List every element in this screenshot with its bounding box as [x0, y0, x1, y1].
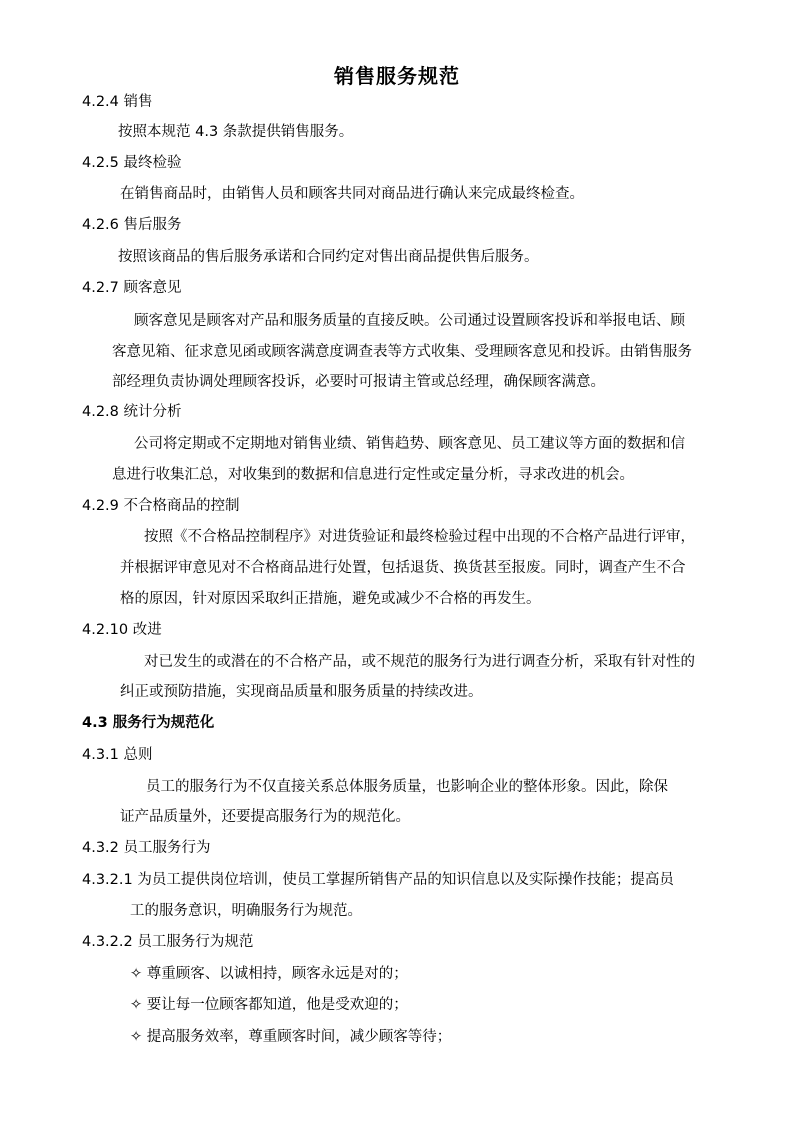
section-heading-bold: 4.3 服务行为规范化 — [82, 715, 215, 731]
paragraph-line: 并根据评审意见对不合格商品进行处置，包括退货、换货甚至报废。同时，调查产生不合 — [120, 560, 686, 576]
bullet-item: ✧ 尊重顾客、以诚相持，顾客永远是对的； — [130, 966, 408, 982]
paragraph-line: 客意见箱、征求意见函或顾客满意度调查表等方式收集、受理顾客意见和投诉。由销售服务 — [112, 344, 692, 360]
section-heading: 4.2.4 销售 — [82, 94, 153, 110]
section-heading: 4.2.10 改进 — [82, 622, 162, 638]
paragraph-line: 部经理负责协调处理顾客投诉，必要时可报请主管或总经理，确保顾客满意。 — [112, 374, 605, 390]
paragraph-line: 在销售商品时，由销售人员和顾客共同对商品进行确认来完成最终检查。 — [120, 186, 584, 202]
paragraph-line: 按照本规范 4.3 条款提供销售服务。 — [118, 124, 354, 140]
bullet-item: ✧ 提高服务效率，尊重顾客时间，减少顾客等待； — [130, 1029, 452, 1045]
paragraph-line: 按照《不合格品控制程序》对进货验证和最终检验过程中出现的不合格产品进行评审， — [144, 529, 695, 545]
section-heading: 4.3.2.1 为员工提供岗位培训，使员工掌握所销售产品的知识信息以及实际操作技能；提高员 — [82, 872, 674, 888]
section-heading: 4.2.5 最终检验 — [82, 155, 182, 171]
paragraph-line: 对已发生的或潜在的不合格产品，或不规范的服务行为进行调查分析，采取有针对性的 — [144, 654, 695, 670]
section-heading: 4.2.9 不合格商品的控制 — [82, 498, 240, 514]
paragraph-line: 公司将定期或不定期地对销售业绩、销售趋势、顾客意见、员工建议等方面的数据和信 — [134, 436, 685, 452]
paragraph-line: 顾客意见是顾客对产品和服务质量的直接反映。公司通过设置顾客投诉和举报电话、顾 — [134, 313, 685, 329]
paragraph-line: 纠正或预防措施，实现商品质量和服务质量的持续改进。 — [120, 684, 483, 700]
section-heading: 4.2.8 统计分析 — [82, 404, 182, 420]
paragraph-line: 按照该商品的售后服务承诺和合同约定对售出商品提供售后服务。 — [118, 249, 539, 265]
bullet-item: ✧ 要让每一位顾客都知道，他是受欢迎的； — [130, 997, 408, 1013]
paragraph-line: 格的原因，针对原因采取纠正措施，避免或减少不合格的再发生。 — [120, 591, 541, 607]
paragraph-line: 工的服务意识，明确服务行为规范。 — [130, 903, 362, 919]
page-title: 销售服务规范 — [334, 64, 460, 88]
section-heading: 4.3.2 员工服务行为 — [82, 840, 211, 856]
paragraph-line: 员工的服务行为不仅直接关系总体服务质量，也影响企业的整体形象。因此，除保 — [146, 779, 668, 795]
paragraph-line: 息进行收集汇总，对收集到的数据和信息进行定性或定量分析，寻求改进的机会。 — [112, 467, 634, 483]
section-heading: 4.3.1 总则 — [82, 747, 153, 763]
section-heading: 4.2.7 顾客意见 — [82, 280, 182, 296]
section-heading: 4.2.6 售后服务 — [82, 217, 182, 233]
section-heading: 4.3.2.2 员工服务行为规范 — [82, 934, 254, 950]
paragraph-line: 证产品质量外，还要提高服务行为的规范化。 — [120, 809, 410, 825]
